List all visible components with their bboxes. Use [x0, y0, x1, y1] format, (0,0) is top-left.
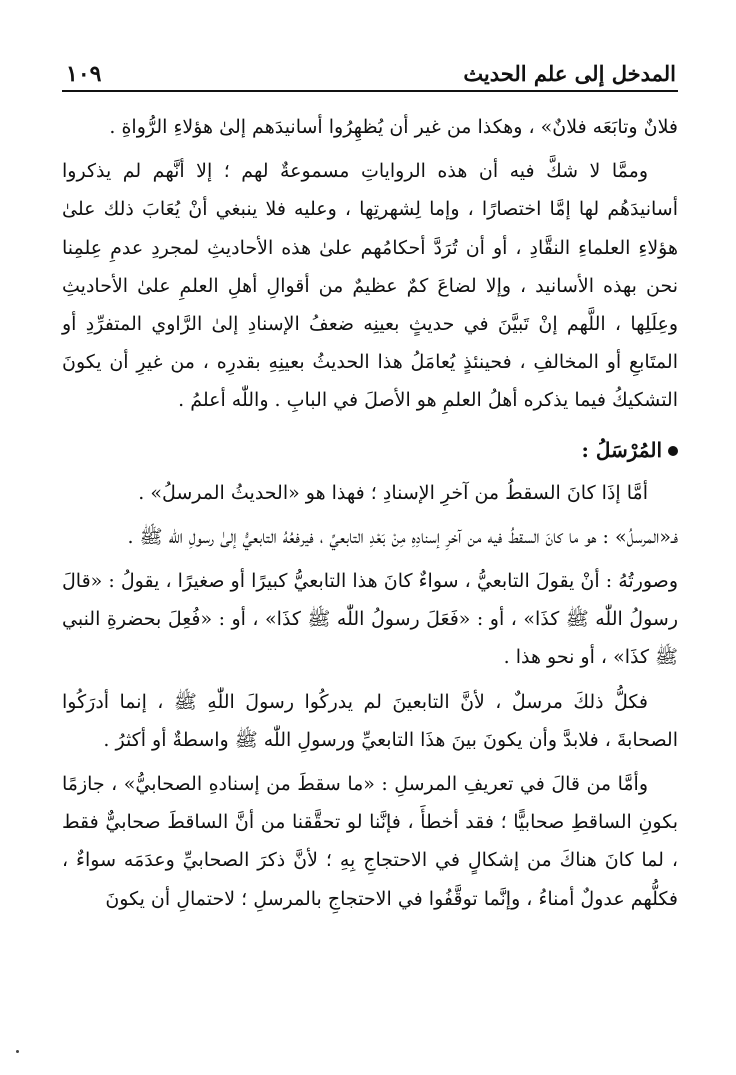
bullet-icon [668, 446, 678, 456]
paragraph: فكلُّ ذلكَ مرسلٌ ، لأنَّ التابعينَ لم يدركُوا رسولَ اللّٰهِ ﷺ ، إنما أدرَكُوا الصحابةَ ، فلابدَّ وأن يكونَ بينَ هذَا التابعيِّ ورسولِ اللّٰه ﷺ واسطةٌ أو أكثرُ . [62, 690, 678, 751]
paragraph: وأمَّا من قالَ في تعريفِ المرسلِ : «ما سقطَ من إسنادهِ الصحابيُّ» ، جازمًا بكونِ الساقطِ صحابيًّا ؛ فقد أخطأَ ، فإنَّنا لو تحقَّقنا من أنَّ الساقطَ صحابيٌّ فقط ، لما كانَ هناكَ من إشكالٍ في الاحتجاجِ بِهِ ؛ لأنَّ ذكرَ الصحابيِّ وعدَمَه سواءٌ ، فكلُّهم عدولٌ أمناءُ ، وإنَّما توقَّفُوا في الاحتجاجِ بالمرسلِ ؛ لاحتمالِ أن يكونَ [62, 773, 678, 910]
header-rule [62, 90, 678, 92]
page-number: ١٠٩ [66, 61, 102, 87]
running-header [66, 52, 676, 92]
page-body [62, 108, 678, 918]
section-heading-text: المُرْسَلُ : [581, 437, 662, 462]
running-header-title: المدخل إلى علم الحديث [463, 61, 676, 86]
paragraph: أمَّا إذَا كانَ السقطُ من آخرِ الإسنادِ ؛ فهذا هو «الحديثُ المرسلُ» . [138, 481, 648, 504]
scan-speck [16, 1050, 19, 1053]
section-heading [62, 430, 678, 470]
paragraph-continuation: فلانٌ وتابَعَه فلانٌ» ، وهكذا من غير أن يُظهِرُوا أسانيدَهم إلىٰ هؤلاءِ الرُّواةِ . [109, 116, 678, 138]
paragraph: وممَّا لا شكَّ فيه أن هذه الرواياتِ مسموعةٌ لهم ؛ إلا أنَّهم لم يذكروا أسانيدَهُم لها إمَّا اختصارًا ، وإما لِشهرتِها ، وعليه فلا ينبغي أنْ يُعَابَ ذلك علىٰ هؤلاءِ العلماءِ النقَّادِ ، أو أن تُرَدَّ أحكامُهم علىٰ هذه الأحاديثِ لمجردِ عدمِ عِلمِنا نحن بهذه الأسانيد ، وإلا لضاعَ كمٌ عظيمٌ من أقوالِ أهلِ العلمِ علىٰ الأحاديثِ وعِلَلِها ، اللَّهم إنْ تَبيَّنَ في حديثٍ بعينِه ضعفُ الإسنادِ إلىٰ الرَّاوي المتفرِّدِ أو المتَابعِ أو المخالفِ ، فحينئذٍ يُعامَلُ هذا الحديثُ بعينِهِ بقدرِه ، من غيرِ أن يكونَ التشكيكُ فيما يذكره أهلُ العلمِ هو الأصلَ في البابِ . واللّٰه أعلمُ . [62, 160, 678, 412]
paragraph: فـ«المرسلُ» : هو ما كانَ السقطُ فيه من آخرِ إسنادِهِ مِنْ بَعْدِ التابعيِّ ، فيرفعُهُ التابعيُّ إلىٰ رسولِ اللّٰه ﷺ . [127, 525, 678, 548]
paragraph: وصورتُهُ : أنْ يقولَ التابعيُّ ، سواءٌ كانَ هذا التابعيُّ كبيرًا أو صغيرًا ، يقولُ : «قالَ رسولُ اللّٰه ﷺ كذَا» ، أو : «فَعَلَ رسولُ اللّٰه ﷺ كذَا» ، أو : «فُعِلَ بحضرةِ النبي ﷺ كذَا» ، أو نحو هذا . [62, 570, 678, 669]
